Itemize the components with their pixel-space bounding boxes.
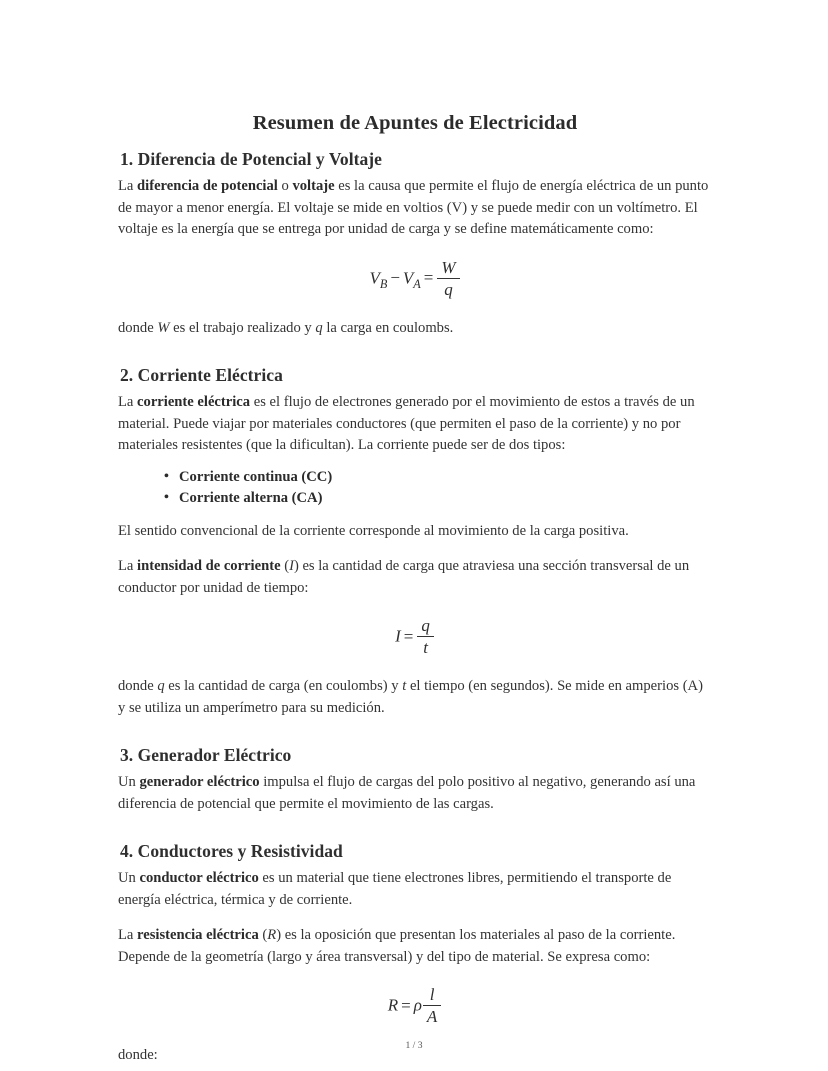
bold-term-resistencia-electrica: resistencia eléctrica xyxy=(137,927,259,944)
text-fragment: es el flujo de electrones generado por el movimiento de estos a través de un material. Puede viajar por materiales conductores (que permiten el paso de la corriente) y no por materiales resistentes (que la dificultan). La corriente puede ser de dos tipos: xyxy=(118,394,695,454)
section-2-paragraph-1 xyxy=(118,392,712,457)
formula-fraction xyxy=(437,258,459,299)
text-fragment: es el trabajo realizado y xyxy=(169,319,316,336)
text-fragment: ) es la cantidad de carga que atraviesa una sección transversal de un conductor por unidad de tiempo: xyxy=(118,558,690,596)
inline-var-t: t xyxy=(402,678,407,695)
text-fragment: Un xyxy=(118,870,140,887)
page-title: Resumen de Apuntes de Electricidad xyxy=(252,112,578,134)
text-fragment: es la cantidad de carga (en coulombs) y xyxy=(164,678,403,695)
formula-denominator: q xyxy=(444,279,453,299)
text-fragment: La xyxy=(118,178,138,194)
section-heading-4: 4. Conductores y Resistividad xyxy=(120,841,343,862)
formula-equals-operator: = xyxy=(403,626,414,646)
formula-lhs-r: R xyxy=(387,995,399,1015)
bold-term-diferencia-de-potencial: diferencia de potencial xyxy=(137,178,278,194)
section-heading-1: 1. Diferencia de Potencial y Voltaje xyxy=(120,149,382,169)
list-item: • Corriente continua (CC) xyxy=(164,467,712,488)
bold-term-intensidad-de-corriente: intensidad de corriente xyxy=(137,558,281,575)
text-fragment: ( xyxy=(258,927,268,944)
formula-lhs-v2: V xyxy=(402,267,414,287)
formula-expression xyxy=(395,617,435,658)
formula-denominator: t xyxy=(423,638,428,658)
section-3-paragraph-1 xyxy=(118,772,712,815)
formula-rho: ρ xyxy=(413,995,422,1015)
formula-voltage xyxy=(118,259,712,300)
section-2-paragraph-4 xyxy=(118,676,712,719)
bold-term-voltaje: voltaje xyxy=(292,178,335,194)
inline-var-r: R xyxy=(267,927,277,944)
bold-term-corriente-electrica: corriente eléctrica xyxy=(137,394,251,411)
formula-denominator: A xyxy=(426,1007,438,1027)
formula-numerator: W xyxy=(437,258,459,279)
text-fragment: el tiempo (en segundos). Se mide en amperios (A) y se utiliza un amperímetro para su medición. xyxy=(118,678,703,716)
section-1-paragraph-1 xyxy=(118,176,712,241)
formula-fraction xyxy=(423,985,441,1026)
inline-var-q: q xyxy=(315,319,323,336)
text-fragment: Un xyxy=(118,774,140,791)
text-fragment: donde xyxy=(118,678,158,695)
formula-lhs-i: I xyxy=(395,626,401,646)
formula-minus-operator: − xyxy=(390,267,400,287)
formula-lhs-v2-subscript: A xyxy=(413,276,421,291)
formula-lhs-v1-subscript: B xyxy=(379,276,388,291)
section-heading-3: 3. Generador Eléctrico xyxy=(120,745,292,766)
section-heading-2: 2. Corriente Eléctrica xyxy=(120,365,283,386)
document-content xyxy=(118,112,712,1071)
text-fragment: ) es la oposición que presentan los materiales al paso de la corriente. Depende de la geometría (largo y área transversal) y del tipo de material. Se expresa como: xyxy=(118,927,676,965)
formula-numerator: q xyxy=(417,616,434,637)
inline-var-i: I xyxy=(289,558,294,575)
bold-term-conductor-electrico: conductor eléctrico xyxy=(139,870,259,887)
text-fragment: ( xyxy=(280,558,290,575)
current-types-list xyxy=(118,467,712,509)
inline-var-q: q xyxy=(157,678,165,695)
text-fragment: es un material que tiene electrones libres, permitiendo el transporte de energía eléctrica, térmica y de corriente. xyxy=(118,870,672,908)
text-fragment: la carga en coulombs. xyxy=(322,319,454,336)
formula-equals-operator: = xyxy=(401,995,411,1015)
formula-numerator: l xyxy=(423,985,441,1006)
section-4-paragraph-2 xyxy=(118,925,712,968)
section-2-paragraph-2: El sentido convencional de la corriente corresponde al movimiento de la carga positiva. xyxy=(118,522,629,539)
section-1-paragraph-2 xyxy=(118,318,712,340)
formula-lhs-v1: V xyxy=(369,267,380,287)
section-4-paragraph-1 xyxy=(118,868,712,911)
text-fragment: donde xyxy=(118,319,158,336)
bold-term-generador-electrico: generador eléctrico xyxy=(139,774,260,791)
formula-equals-operator: = xyxy=(423,267,434,287)
formula-resistance xyxy=(118,986,712,1027)
formula-expression xyxy=(369,259,460,300)
inline-var-w: W xyxy=(157,319,170,336)
formula-expression xyxy=(388,986,443,1027)
formula-fraction xyxy=(417,616,434,657)
section-4-paragraph-3: donde: xyxy=(118,1047,158,1064)
formula-current xyxy=(118,617,712,658)
text-fragment: La xyxy=(118,394,138,411)
section-2-paragraph-3 xyxy=(118,556,712,599)
text-fragment: La xyxy=(118,927,138,944)
text-fragment: impulsa el flujo de cargas del polo positivo al negativo, generando así una diferencia de potencial que permite el movimiento de las cargas. xyxy=(118,774,696,812)
list-item: • Corriente alterna (CA) xyxy=(164,488,712,509)
text-fragment: es la causa que permite el flujo de energía eléctrica de un punto de mayor a menor energía. El voltaje se mide en voltios (V) y se puede medir con un voltímetro. El voltaje es la energía que se entrega por unidad de carga y se define matemáticamente como: xyxy=(118,178,709,237)
page-footer: 1 / 3 xyxy=(405,1040,423,1051)
text-fragment: o xyxy=(277,178,293,194)
text-fragment: La xyxy=(118,558,138,575)
